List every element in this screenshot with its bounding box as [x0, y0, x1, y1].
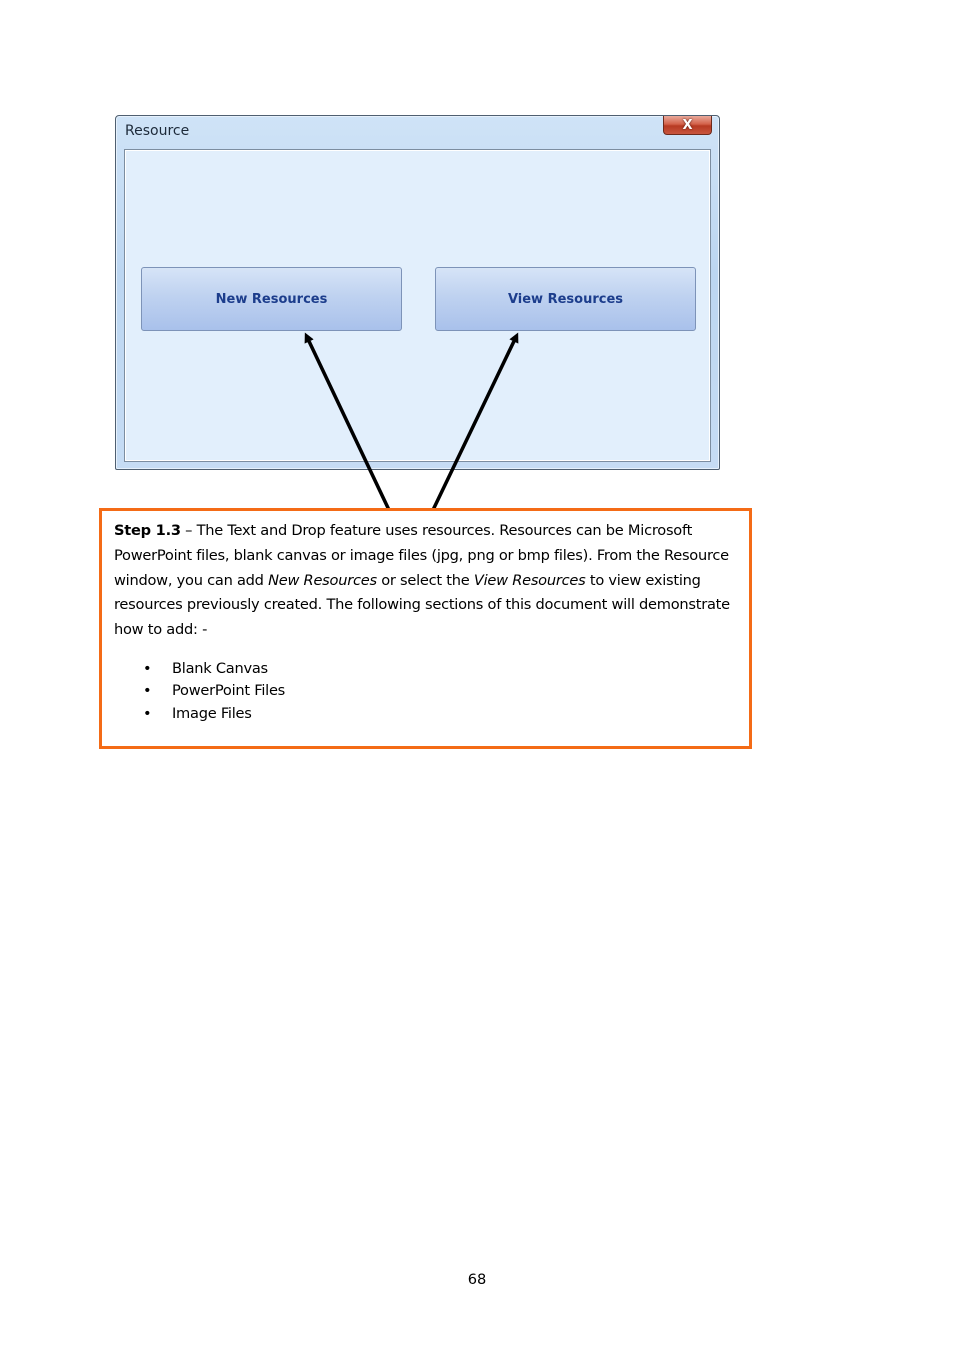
bullet-icon: •	[143, 704, 152, 722]
new-resources-button[interactable]: New Resources	[141, 267, 402, 331]
bullet-icon: •	[143, 659, 152, 677]
view-resources-button[interactable]: View Resources	[435, 267, 696, 331]
window-title: Resource	[125, 123, 190, 139]
step-callout-box	[99, 508, 752, 749]
step-text-part-1: – The Text and Drop feature uses resources. Resources can be Microsoft PowerPoint files, blank canvas or image files (jpg, png or bmp files). From the Resource window, you can add	[114, 522, 729, 589]
close-button[interactable]	[663, 116, 712, 135]
resource-type-list	[114, 658, 737, 726]
step-text-part-3: to view existing resources previously created. The following sections of this document will demonstrate how to add: -	[114, 571, 730, 639]
resource-window	[115, 115, 720, 470]
list-item	[143, 658, 737, 681]
bullet-icon: •	[143, 682, 152, 700]
list-item-label: PowerPoint Files	[172, 682, 286, 700]
step-text-new-resources: New Resources	[268, 571, 377, 589]
step-text-part-2: or select the	[376, 571, 474, 589]
list-item	[143, 680, 737, 703]
step-label: Step 1.3	[114, 522, 181, 539]
step-text-view-resources: View Resources	[473, 571, 586, 589]
list-item-label: Image Files	[172, 704, 252, 722]
step-description	[114, 519, 737, 643]
page-number: 68	[467, 1271, 487, 1288]
window-client-area	[124, 149, 711, 462]
list-item-label: Blank Canvas	[172, 659, 268, 677]
list-item	[143, 703, 737, 726]
close-icon: X	[682, 117, 693, 133]
